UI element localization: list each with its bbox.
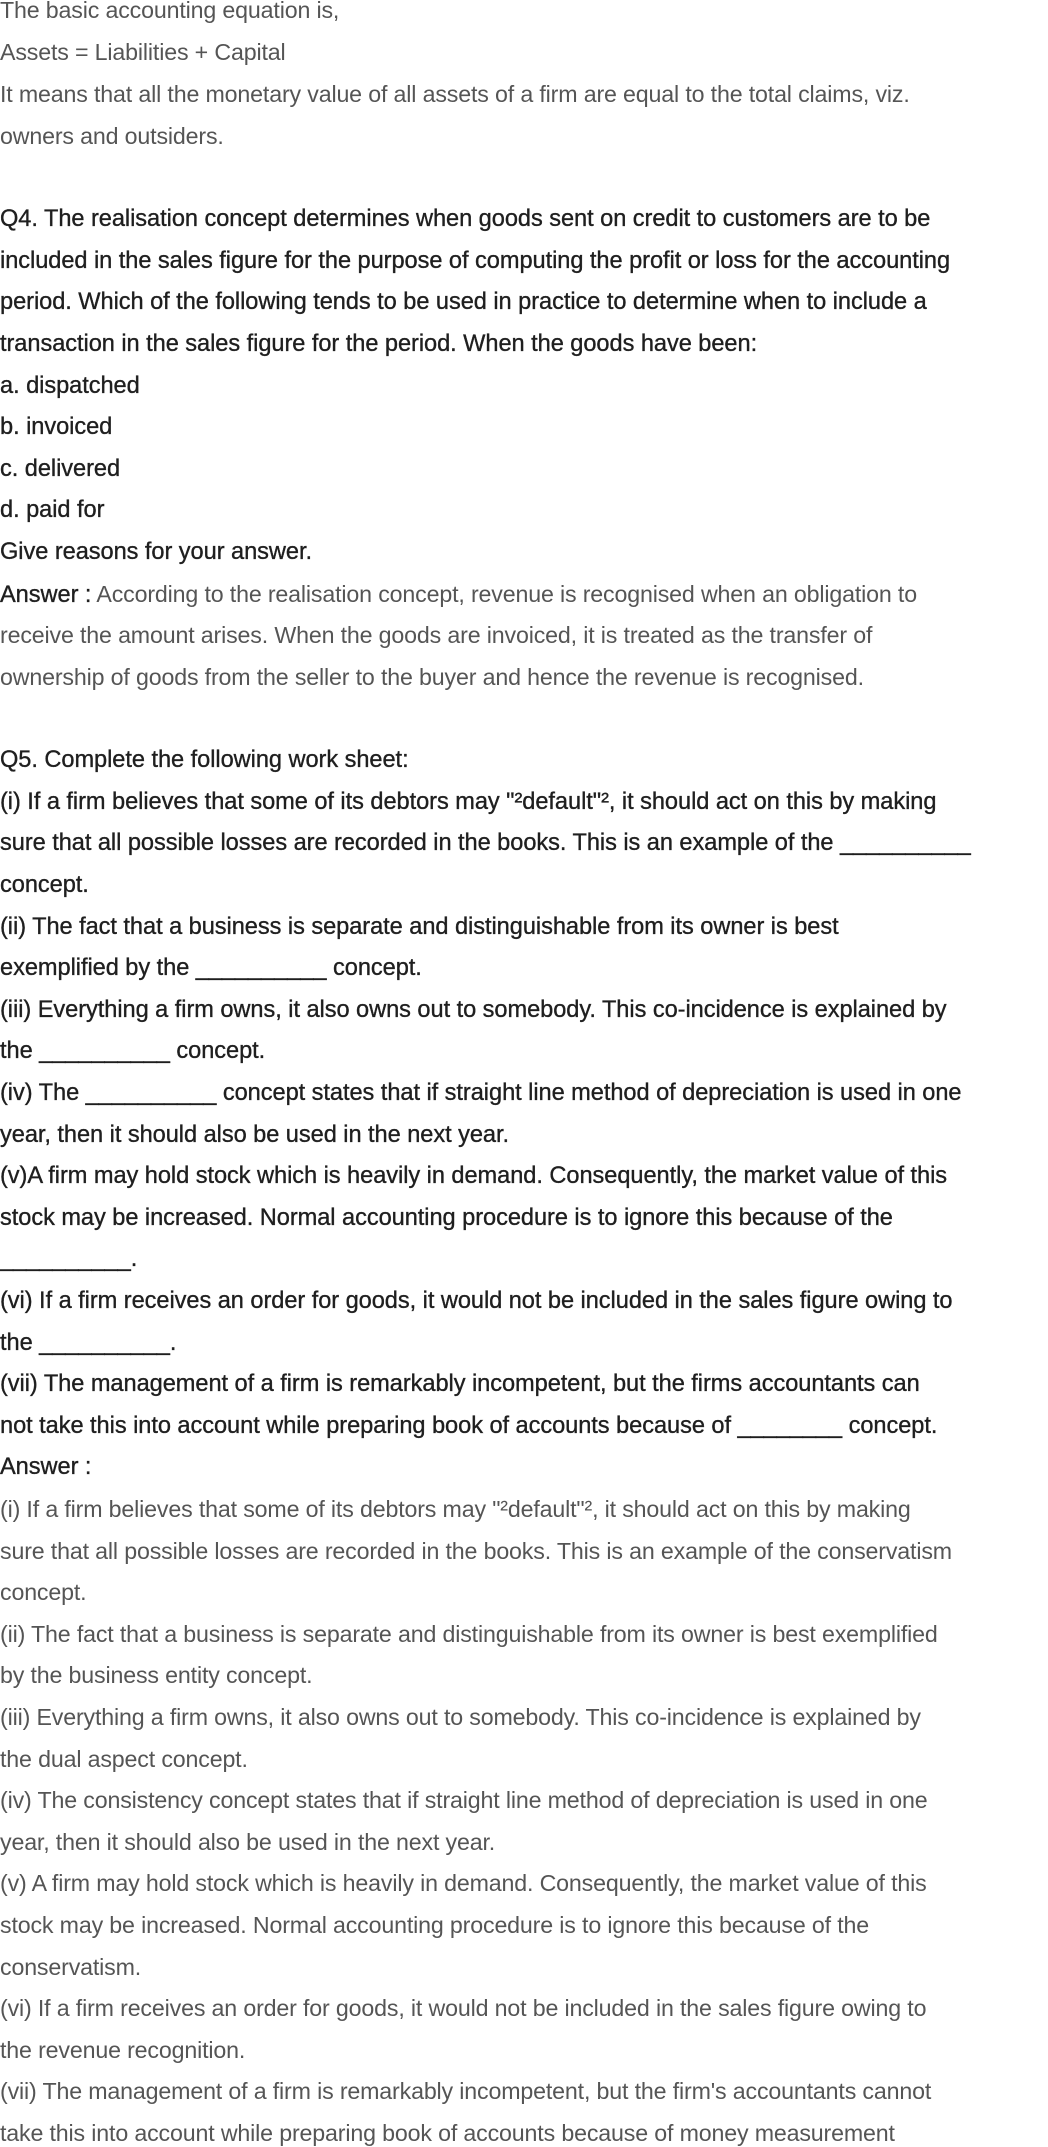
q5-question-line: (ii) The fact that a business is separate and distinguishable from its owner is best [0,914,839,940]
q4-option-c: c. delivered [0,456,121,482]
q5-question-line: Q5. Complete the following work sheet: [0,747,409,773]
q4-answer-label: Answer : [0,582,92,608]
q5-question-line: (vii) The management of a firm is remarkably incompetent, but the firms accountants can [0,1371,920,1397]
q5-answer-line: concept. [0,1579,87,1605]
q4-option-b: b. invoiced [0,414,113,440]
q5-question-line: exemplified by the __________ concept. [0,955,422,981]
q5-question-line: the __________. [0,1330,177,1356]
q4-question-line: Q4. The realisation concept determines when goods sent on credit to customers are to be [0,206,931,232]
intro-line: owners and outsiders. [0,123,224,149]
q5-question-line: (iii) Everything a firm owns, it also owns out to somebody. This co-incidence is explained by [0,997,947,1023]
q4-question-line: Give reasons for your answer. [0,539,312,565]
q5-question-line: (vi) If a firm receives an order for goods, it would not be included in the sales figure owing to [0,1288,953,1314]
q4-question-line: period. Which of the following tends to be used in practice to determine when to include a [0,289,927,315]
q5-answer-line: stock may be increased. Normal accounting procedure is to ignore this because of the [0,1912,870,1938]
q5-question-line: concept. [0,872,89,898]
q5-question-line: (i) If a firm believes that some of its debtors may "²default"², it should act on this by making [0,789,937,815]
intro-line: Assets = Liabilities + Capital [0,39,286,65]
q5-answer-line: (ii) The fact that a business is separate and distinguishable from its owner is best exemplified [0,1621,938,1647]
q5-answer-line: year, then it should also be used in the next year. [0,1829,496,1855]
q5-question-line: stock may be increased. Normal accounting procedure is to ignore this because of the [0,1205,893,1231]
q5-answer-line: (iv) The consistency concept states that if straight line method of depreciation is used in one [0,1787,928,1813]
q5-answer-line: (i) If a firm believes that some of its debtors may "²default"², it should act on this by making [0,1496,911,1522]
q4-option-a: a. dispatched [0,373,140,399]
q5-answer-line: by the business entity concept. [0,1662,313,1688]
q4-question-line: transaction in the sales figure for the period. When the goods have been: [0,331,758,357]
q5-answer-line: (iii) Everything a firm owns, it also owns out to somebody. This co-incidence is explained by [0,1704,921,1730]
intro-line: It means that all the monetary value of all assets of a firm are equal to the total claims, viz. [0,81,910,107]
q5-question-line: year, then it should also be used in the next year. [0,1122,509,1148]
q5-answer-line: the revenue recognition. [0,2037,246,2063]
q5-answer-line: the dual aspect concept. [0,1746,248,1772]
q4-answer-text: According to the realisation concept, revenue is recognised when an obligation to [91,581,917,607]
q4-answer-line [0,573,1048,615]
q4-question-line: included in the sales figure for the purpose of computing the profit or loss for the accounting [0,248,951,274]
q5-question-line: __________. [0,1246,138,1272]
q5-answer-line: conservatism. [0,1954,142,1980]
intro-line: The basic accounting equation is, [0,0,340,23]
q5-answer-label: Answer : [0,1454,92,1480]
q5-answer-line: sure that all possible losses are recorded in the books. This is an example of the conservatism [0,1538,952,1564]
q4-answer-line: receive the amount arises. When the goods are invoiced, it is treated as the transfer of [0,622,873,648]
q5-question-line: (v)A firm may hold stock which is heavily in demand. Consequently, the market value of this [0,1163,948,1189]
q4-option-d: d. paid for [0,497,105,523]
q5-question-line: (iv) The __________ concept states that if straight line method of depreciation is used in one [0,1080,962,1106]
q5-question-line: sure that all possible losses are recorded in the books. This is an example of the __________ [0,830,971,856]
q5-answer-line: take this into account while preparing book of accounts because of money measurement [0,2120,895,2146]
q5-answer-line: (vii) The management of a firm is remarkably incompetent, but the firm's accountants cannot [0,2078,932,2104]
q4-answer-line: ownership of goods from the seller to the buyer and hence the revenue is recognised. [0,664,864,690]
q5-question-line: the __________ concept. [0,1038,266,1064]
q5-answer-line: (v) A firm may hold stock which is heavily in demand. Consequently, the market value of this [0,1870,927,1896]
q5-question-line: not take this into account while preparing book of accounts because of ________ concept. [0,1413,938,1439]
q5-answer-line: (vi) If a firm receives an order for goods, it would not be included in the sales figure owing to [0,1995,927,2021]
